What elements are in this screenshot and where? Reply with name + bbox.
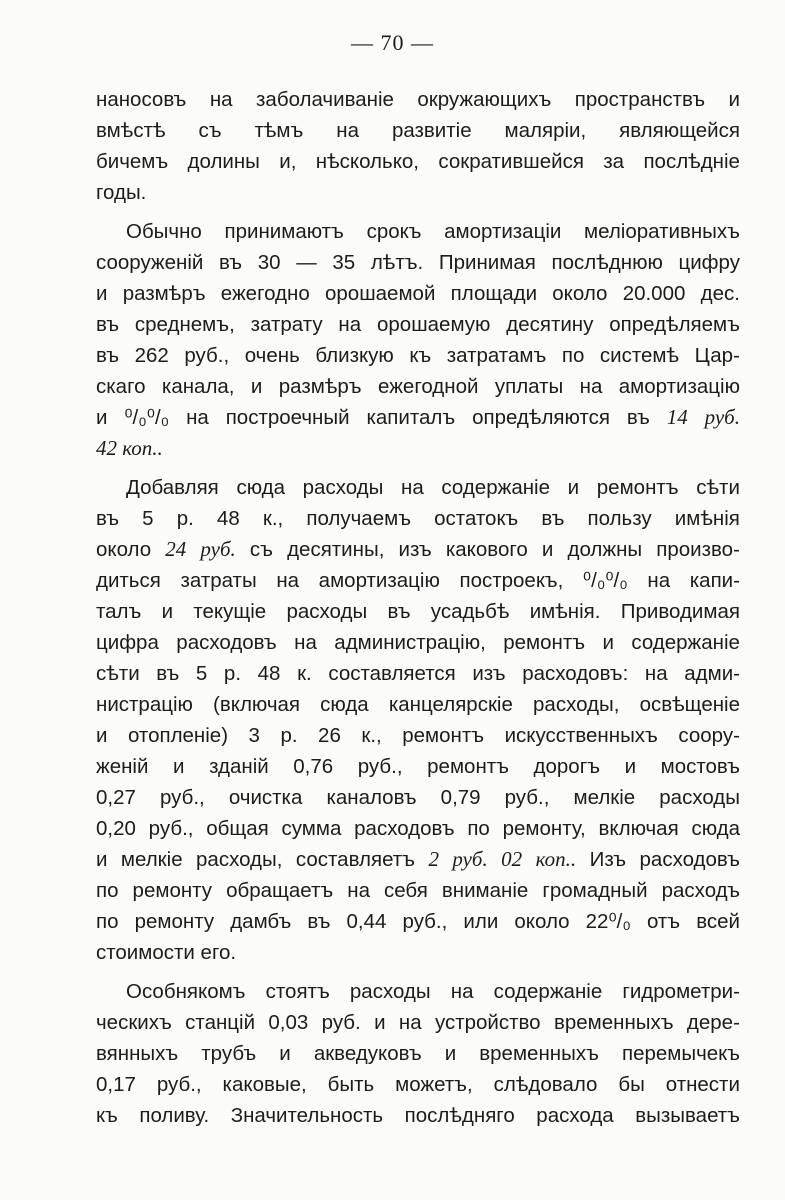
text-segment: содержаніе bbox=[441, 476, 550, 499]
text-segment: бичемъ bbox=[96, 150, 169, 173]
text-segment: Изъ bbox=[589, 848, 627, 871]
text-segment: вызываетъ bbox=[635, 1104, 740, 1127]
text-segment: Добавляя bbox=[126, 476, 219, 499]
text-segment: и bbox=[96, 724, 108, 747]
text-segment: перемычекъ bbox=[621, 1042, 740, 1065]
text-line bbox=[96, 689, 740, 720]
text-segment: 30 bbox=[257, 251, 281, 274]
text-line bbox=[96, 146, 740, 177]
text-segment: и bbox=[567, 476, 580, 499]
text-segment: зданій bbox=[209, 755, 269, 778]
text-segment: быть bbox=[327, 1073, 375, 1096]
text-segment: женій bbox=[96, 755, 149, 778]
text-segment: размѣръ bbox=[278, 375, 362, 398]
text-segment: срокъ bbox=[366, 220, 422, 243]
text-segment: капиталъ bbox=[366, 406, 456, 429]
text-segment: стоятъ bbox=[265, 980, 330, 1003]
text-segment: послѣдняго bbox=[404, 1104, 515, 1127]
text-segment: амортизацію bbox=[618, 375, 740, 398]
italic-amount: руб. bbox=[704, 405, 740, 429]
text-segment: остатокъ bbox=[434, 507, 519, 530]
text-segment: въ bbox=[96, 344, 120, 367]
text-segment: съ bbox=[249, 538, 273, 561]
text-line bbox=[96, 472, 740, 503]
text-segment: руб., bbox=[504, 786, 550, 809]
text-segment: окружающихъ bbox=[417, 88, 552, 111]
text-segment: ремонту, bbox=[502, 817, 586, 840]
text-segment: временныхъ bbox=[479, 1042, 599, 1065]
text-segment: каналовъ bbox=[326, 786, 417, 809]
text-segment: руб., bbox=[402, 910, 448, 933]
text-segment: и bbox=[279, 1042, 291, 1065]
text-segment: можетъ, bbox=[395, 1073, 473, 1096]
text-segment: к. bbox=[297, 662, 312, 685]
text-segment: расходы, bbox=[533, 693, 620, 716]
text-segment: ремонтъ bbox=[503, 631, 586, 654]
text-segment: мелкіе bbox=[120, 848, 183, 871]
text-segment: ремонтъ bbox=[596, 476, 679, 499]
text-segment: 26 bbox=[318, 724, 341, 747]
text-segment: сумма bbox=[281, 817, 342, 840]
text-segment: скаго bbox=[96, 375, 146, 398]
text-segment: искусственныхъ bbox=[504, 724, 658, 747]
text-segment: расходовъ bbox=[639, 848, 740, 871]
text-segment: 0,44 bbox=[346, 910, 387, 933]
text-segment: затратамъ bbox=[446, 344, 547, 367]
text-segment: 20.000 bbox=[622, 282, 686, 305]
text-line bbox=[96, 844, 740, 875]
text-segment: въ bbox=[96, 313, 120, 336]
text-segment: 0,03 bbox=[268, 1011, 309, 1034]
text-segment: на bbox=[336, 119, 359, 142]
text-line bbox=[96, 782, 740, 813]
text-segment: ремонту bbox=[134, 910, 215, 933]
text-segment: текущіе bbox=[193, 600, 267, 623]
text-line bbox=[96, 534, 740, 565]
text-line bbox=[96, 340, 740, 371]
text-segment: сократившейся bbox=[438, 150, 584, 173]
text-segment: бы bbox=[618, 1073, 645, 1096]
document-body bbox=[96, 84, 740, 1139]
text-segment: ежегодно bbox=[220, 282, 310, 305]
text-segment: около bbox=[514, 910, 570, 933]
text-segment: въ bbox=[387, 600, 411, 623]
text-segment: получаемъ bbox=[306, 507, 412, 530]
text-segment: 22⁰/₀ bbox=[585, 910, 631, 933]
text-segment: общая bbox=[206, 817, 269, 840]
italic-amount: руб. bbox=[452, 847, 488, 871]
text-segment: расходы bbox=[302, 476, 384, 499]
text-segment: и bbox=[602, 631, 614, 654]
text-segment: изъ bbox=[472, 662, 506, 685]
text-segment: ческихъ bbox=[96, 1011, 172, 1034]
text-segment: расходовъ bbox=[176, 631, 277, 654]
text-segment: по bbox=[467, 817, 490, 840]
text-segment: цифру bbox=[678, 251, 740, 274]
text-segment: и bbox=[624, 755, 637, 778]
text-segment: составляетъ bbox=[295, 848, 415, 871]
text-segment: руб., bbox=[357, 755, 403, 778]
text-segment: на bbox=[450, 980, 474, 1003]
text-line bbox=[96, 1069, 740, 1100]
italic-amount: 14 bbox=[666, 405, 688, 429]
text-segment: трубъ bbox=[201, 1042, 257, 1065]
text-segment: размѣръ bbox=[122, 282, 206, 305]
text-line bbox=[96, 115, 740, 146]
text-segment: громадный bbox=[542, 879, 648, 902]
text-segment: на bbox=[644, 662, 668, 685]
text-segment: пространствъ bbox=[574, 88, 706, 111]
text-segment: съ bbox=[198, 119, 222, 142]
text-segment: цифра bbox=[96, 631, 159, 654]
text-segment: Значительность bbox=[230, 1104, 384, 1127]
text-segment: администрацію, bbox=[334, 631, 486, 654]
text-segment: сѣти bbox=[96, 662, 140, 685]
text-segment: содержаніе bbox=[493, 980, 603, 1003]
text-segment: на bbox=[209, 88, 233, 111]
text-segment: въ bbox=[219, 251, 243, 274]
text-segment: к., bbox=[361, 724, 382, 747]
paragraph bbox=[96, 84, 740, 208]
text-segment: затрату bbox=[250, 313, 323, 336]
text-line bbox=[96, 247, 740, 278]
text-line bbox=[96, 1007, 740, 1038]
text-segment: мелкіе bbox=[573, 786, 636, 809]
italic-amount: 42 коп.. bbox=[96, 436, 163, 460]
text-line bbox=[96, 813, 740, 844]
text-segment: на bbox=[186, 406, 209, 429]
text-line bbox=[96, 503, 740, 534]
text-segment: десятину bbox=[506, 313, 594, 336]
text-line bbox=[96, 596, 740, 627]
text-segment: поливу. bbox=[139, 1104, 210, 1127]
text-segment: къ bbox=[409, 344, 432, 367]
text-segment: капи- bbox=[689, 569, 740, 592]
text-segment: годы. bbox=[96, 181, 147, 204]
text-segment: канала, bbox=[161, 375, 235, 398]
text-segment: построечный bbox=[225, 406, 350, 429]
text-line bbox=[96, 976, 740, 1007]
text-segment: 48 bbox=[257, 662, 281, 685]
text-segment: амортизацію bbox=[318, 569, 440, 592]
italic-amount: коп.. bbox=[535, 847, 577, 871]
text-segment: и, bbox=[279, 150, 297, 173]
text-segment: ремонтъ bbox=[427, 755, 509, 778]
text-segment: гидрометри- bbox=[622, 980, 740, 1003]
text-line bbox=[96, 1100, 740, 1131]
text-segment: дамбъ bbox=[230, 910, 292, 933]
text-line bbox=[96, 1038, 740, 1069]
text-segment: канцелярскіе bbox=[388, 693, 513, 716]
text-segment: Обычно bbox=[126, 220, 202, 243]
text-segment: или bbox=[463, 910, 499, 933]
text-line bbox=[96, 84, 740, 115]
text-segment: очистка bbox=[228, 786, 303, 809]
text-segment: сюда bbox=[236, 476, 285, 499]
text-segment: дорогъ bbox=[533, 755, 601, 778]
text-segment: 48 bbox=[216, 507, 240, 530]
text-segment: расходы bbox=[349, 980, 431, 1003]
text-segment: расходовъ bbox=[354, 817, 455, 840]
text-segment: на bbox=[398, 1011, 422, 1034]
text-segment: слѣдовало bbox=[493, 1073, 598, 1096]
text-segment: орошаемой bbox=[325, 282, 436, 305]
text-segment: ⁰/₀⁰/₀ bbox=[582, 569, 628, 592]
text-segment: должны bbox=[567, 538, 643, 561]
text-segment: вниманіе bbox=[441, 879, 529, 902]
text-segment: 5 bbox=[142, 507, 154, 530]
text-segment: соору- bbox=[678, 724, 740, 747]
text-segment: на bbox=[347, 879, 370, 902]
italic-amount: руб. bbox=[200, 537, 236, 561]
text-segment: сюда bbox=[691, 817, 740, 840]
text-segment: и bbox=[161, 600, 174, 623]
text-segment: послѣдніе bbox=[643, 150, 740, 173]
text-segment: расходы, bbox=[196, 848, 283, 871]
text-segment: въ bbox=[541, 507, 565, 530]
text-segment: десятины, bbox=[287, 538, 385, 561]
text-segment: и bbox=[541, 538, 554, 561]
text-segment: близкую bbox=[315, 344, 394, 367]
text-segment: расходы bbox=[286, 600, 368, 623]
text-segment: сюда bbox=[320, 693, 369, 716]
text-segment: расхода bbox=[536, 1104, 614, 1127]
text-line bbox=[96, 433, 740, 464]
text-segment: пользу bbox=[587, 507, 652, 530]
text-segment: мостовъ bbox=[660, 755, 740, 778]
italic-amount: 2 bbox=[428, 847, 439, 871]
text-segment: — bbox=[296, 251, 317, 274]
italic-amount: 02 bbox=[501, 847, 523, 871]
text-segment: меліоративныхъ bbox=[584, 220, 740, 243]
text-segment: имѣнія bbox=[674, 507, 740, 530]
text-segment: ремонтъ bbox=[402, 724, 485, 747]
text-line bbox=[96, 177, 740, 208]
text-segment: руб., bbox=[148, 817, 194, 840]
text-line bbox=[96, 627, 740, 658]
text-line bbox=[96, 658, 740, 689]
text-segment: ежегодной bbox=[378, 375, 479, 398]
text-segment: лѣтъ. bbox=[370, 251, 424, 274]
text-segment: 262 bbox=[134, 344, 169, 367]
text-segment: 0,17 bbox=[96, 1073, 136, 1096]
text-segment: (включая bbox=[213, 693, 301, 716]
text-segment: отнести bbox=[665, 1073, 740, 1096]
text-segment: принимаютъ bbox=[224, 220, 344, 243]
text-segment: нистрацію bbox=[96, 693, 193, 716]
text-segment: и bbox=[374, 1011, 386, 1034]
text-segment: 0,27 bbox=[96, 786, 136, 809]
text-segment: р. bbox=[176, 507, 194, 530]
text-segment: произво- bbox=[656, 538, 740, 561]
text-segment: среднемъ, bbox=[134, 313, 235, 336]
text-segment: около bbox=[552, 282, 608, 305]
text-line bbox=[96, 371, 740, 402]
text-segment: ремонту bbox=[132, 879, 213, 902]
text-segment: въ bbox=[96, 507, 120, 530]
text-segment: за bbox=[603, 150, 625, 173]
text-segment: акведуковъ bbox=[313, 1042, 422, 1065]
text-segment: ⁰/₀⁰/₀ bbox=[124, 406, 170, 429]
text-line bbox=[96, 906, 740, 937]
text-segment: и bbox=[96, 406, 108, 429]
text-segment: 0,20 bbox=[96, 817, 136, 840]
text-line bbox=[96, 751, 740, 782]
text-segment: талъ bbox=[96, 600, 142, 623]
text-segment: 0,76 bbox=[293, 755, 334, 778]
text-segment: адми- bbox=[684, 662, 740, 685]
text-segment: дере- bbox=[686, 1011, 740, 1034]
text-segment: стоимости его. bbox=[96, 941, 237, 964]
text-segment: расходовъ: bbox=[522, 662, 629, 685]
text-line bbox=[96, 278, 740, 309]
text-segment: на bbox=[338, 313, 362, 336]
text-segment: площади bbox=[450, 282, 538, 305]
page-number: — 70 — bbox=[351, 30, 434, 55]
text-segment: освѣщеніе bbox=[639, 693, 740, 716]
paragraph bbox=[96, 976, 740, 1131]
text-segment: амортизаціи bbox=[444, 220, 562, 243]
text-segment: временныхъ bbox=[553, 1011, 674, 1034]
text-line bbox=[96, 402, 740, 433]
text-segment: являющейся bbox=[619, 119, 740, 142]
text-segment: нѣсколько, bbox=[315, 150, 419, 173]
text-segment: сооруженій bbox=[96, 251, 204, 274]
text-segment: очень bbox=[244, 344, 300, 367]
text-segment: расходы bbox=[659, 786, 740, 809]
text-segment: въ bbox=[626, 406, 650, 429]
text-segment: развитіе bbox=[391, 119, 472, 142]
text-segment: р. bbox=[223, 662, 242, 685]
text-segment: Цар- bbox=[694, 344, 740, 367]
text-segment: станцій bbox=[185, 1011, 256, 1034]
text-segment: въ bbox=[307, 910, 331, 933]
text-segment: 3 bbox=[248, 724, 260, 747]
text-segment: системѣ bbox=[599, 344, 680, 367]
text-segment: к., bbox=[262, 507, 284, 530]
text-segment: Приводимая bbox=[620, 600, 740, 623]
text-segment: р. bbox=[280, 724, 298, 747]
text-segment: наносовъ bbox=[96, 88, 187, 111]
text-line bbox=[96, 875, 740, 906]
text-segment: на bbox=[647, 569, 671, 592]
text-line bbox=[96, 720, 740, 751]
text-segment: къ bbox=[96, 1104, 118, 1127]
text-segment: руб. bbox=[321, 1011, 361, 1034]
text-line bbox=[96, 565, 740, 596]
text-segment: обращаетъ bbox=[226, 879, 334, 902]
text-segment: дес. bbox=[700, 282, 740, 305]
text-segment: по bbox=[96, 879, 119, 902]
text-segment: себя bbox=[384, 879, 428, 902]
text-segment: имѣнія. bbox=[529, 600, 601, 623]
text-segment: 35 bbox=[332, 251, 356, 274]
text-segment: и bbox=[250, 375, 263, 398]
text-segment: тѣмъ bbox=[254, 119, 304, 142]
text-segment: включая bbox=[598, 817, 679, 840]
text-segment: опредѣляются bbox=[472, 406, 610, 429]
text-segment: и bbox=[444, 1042, 457, 1065]
text-line bbox=[96, 309, 740, 340]
paragraph bbox=[96, 216, 740, 464]
text-segment: содержаніе bbox=[631, 631, 740, 654]
text-segment: руб., bbox=[159, 786, 205, 809]
text-segment: всей bbox=[696, 910, 740, 933]
text-segment: отопленіе) bbox=[127, 724, 229, 747]
text-segment: 5 bbox=[195, 662, 208, 685]
text-segment: усадьбѣ bbox=[430, 600, 510, 623]
text-segment: каковые, bbox=[222, 1073, 307, 1096]
text-segment: руб., bbox=[184, 344, 230, 367]
paragraph bbox=[96, 472, 740, 968]
text-segment: какового bbox=[445, 538, 528, 561]
text-segment: Особнякомъ bbox=[126, 980, 246, 1003]
text-segment: по bbox=[96, 910, 119, 933]
text-line bbox=[96, 937, 740, 968]
text-segment: устройство bbox=[434, 1011, 541, 1034]
text-segment: по bbox=[561, 344, 585, 367]
text-segment: диться bbox=[96, 569, 161, 592]
text-segment: опредѣляемъ bbox=[609, 313, 740, 336]
text-segment: вмѣстѣ bbox=[96, 119, 166, 142]
text-segment: 0,79 bbox=[440, 786, 481, 809]
text-segment: сѣти bbox=[696, 476, 740, 499]
text-segment: послѣднюю bbox=[551, 251, 663, 274]
text-segment: и bbox=[728, 88, 740, 111]
text-segment: расходъ bbox=[661, 879, 740, 902]
text-segment: Принимая bbox=[438, 251, 536, 274]
text-segment: составляется bbox=[328, 662, 456, 685]
text-segment: вянныхъ bbox=[96, 1042, 179, 1065]
text-segment: руб., bbox=[156, 1073, 202, 1096]
text-segment: долины bbox=[187, 150, 260, 173]
text-segment: на bbox=[276, 569, 300, 592]
text-segment: изъ bbox=[398, 538, 432, 561]
text-segment: построекъ, bbox=[459, 569, 564, 592]
text-segment: въ bbox=[156, 662, 180, 685]
text-segment: около bbox=[96, 538, 152, 561]
text-segment: отъ bbox=[646, 910, 681, 933]
text-segment: уплаты bbox=[494, 375, 564, 398]
text-segment: орошаемую bbox=[377, 313, 491, 336]
text-segment: затраты bbox=[180, 569, 257, 592]
text-segment: на bbox=[401, 476, 424, 499]
text-segment: и bbox=[96, 282, 108, 305]
text-segment: на bbox=[579, 375, 603, 398]
italic-amount: 24 bbox=[165, 537, 187, 561]
text-segment: малярiи, bbox=[504, 119, 587, 142]
text-segment: на bbox=[294, 631, 317, 654]
text-segment: и bbox=[173, 755, 185, 778]
text-segment: заболачиваніе bbox=[256, 88, 394, 111]
text-line bbox=[96, 216, 740, 247]
text-segment: и bbox=[96, 848, 108, 871]
